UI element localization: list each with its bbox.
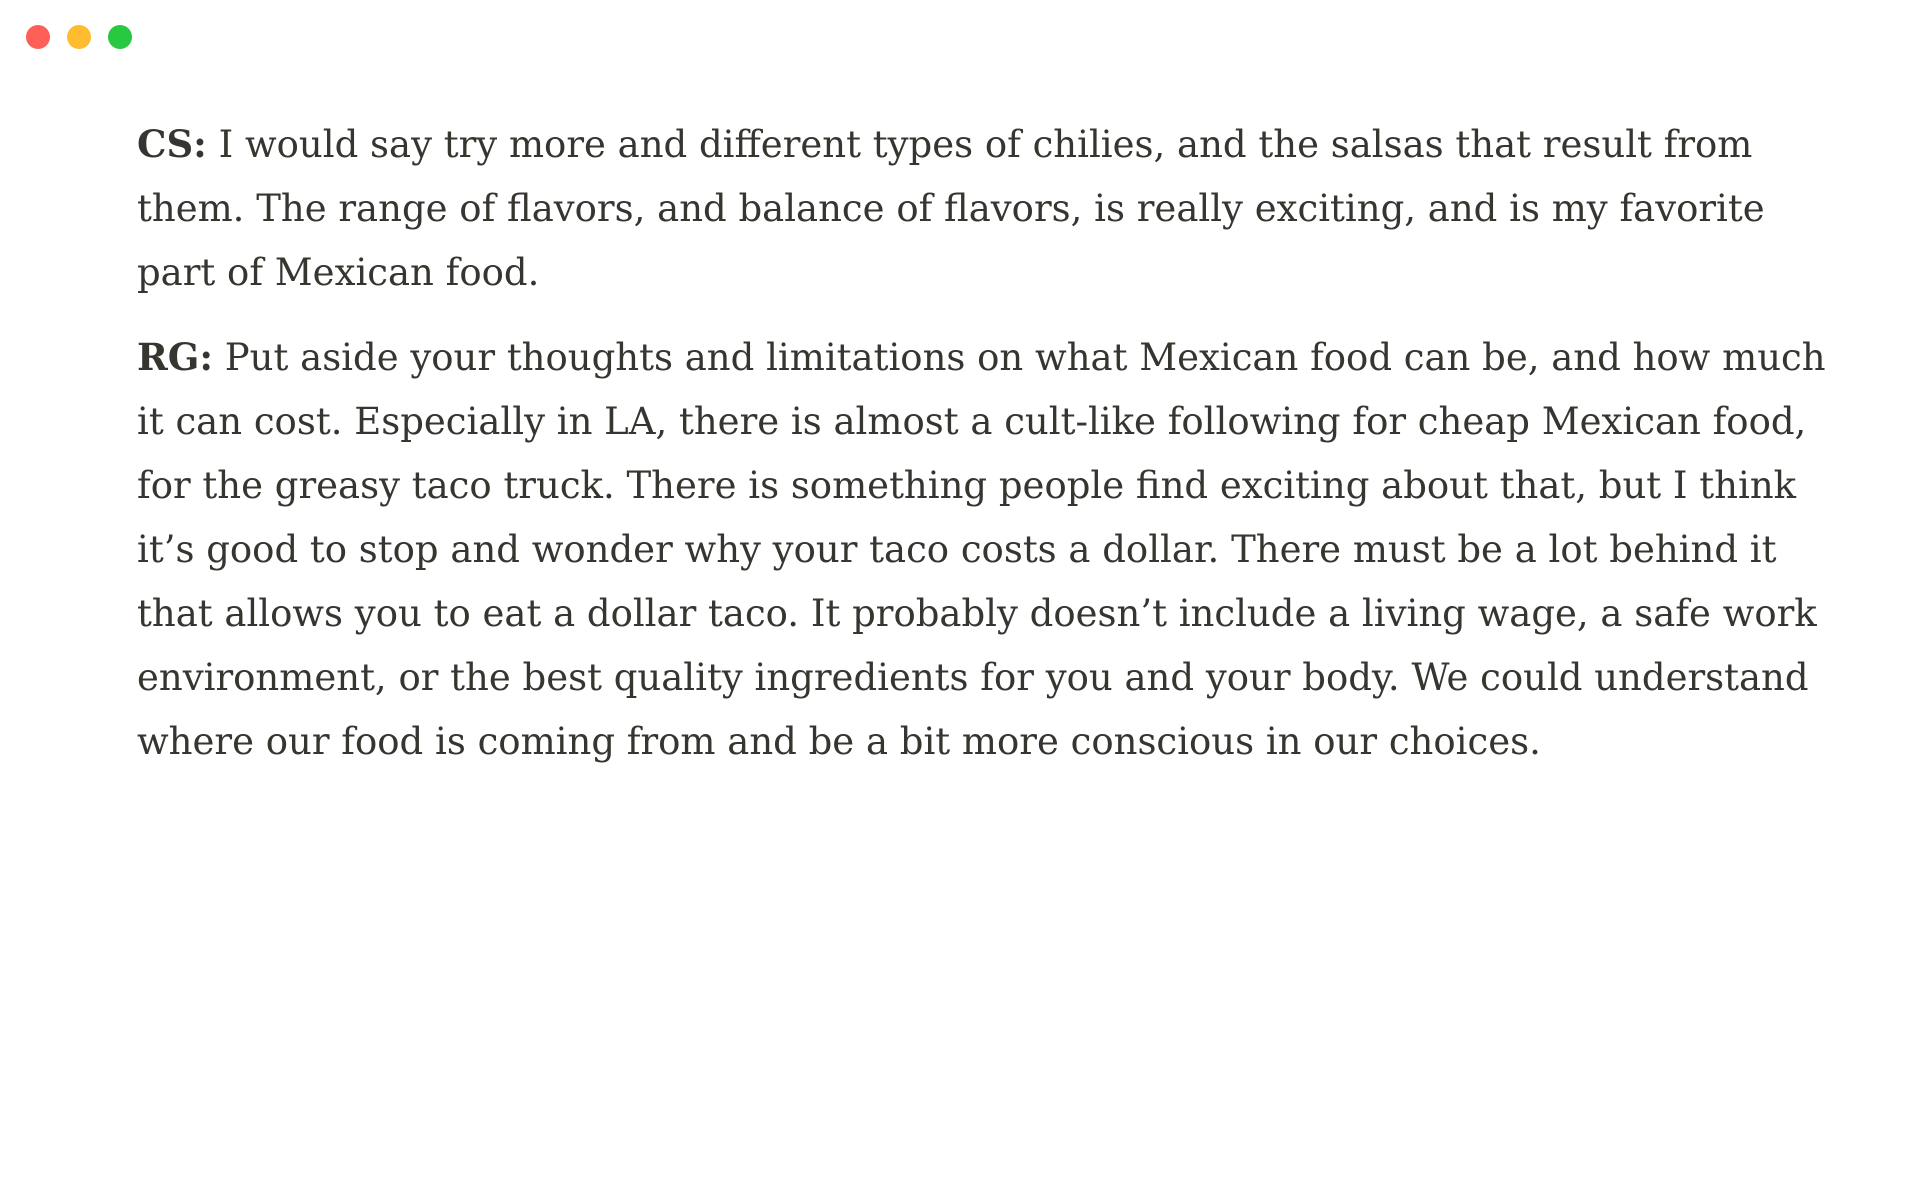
article-body bbox=[137, 112, 1837, 794]
speaker-label: CS: bbox=[137, 122, 207, 166]
zoom-window-button[interactable] bbox=[108, 25, 132, 49]
close-window-button[interactable] bbox=[26, 25, 50, 49]
paragraph-rg bbox=[137, 325, 1837, 774]
paragraph-cs bbox=[137, 112, 1837, 305]
speaker-label: RG: bbox=[137, 335, 214, 379]
window-controls bbox=[26, 25, 132, 49]
minimize-window-button[interactable] bbox=[67, 25, 91, 49]
paragraph-text: Put aside your thoughts and limitations on what Mexican food can be, and how much it can cost. Especially in LA, there is almost a cult-like following for cheap Mexican food, for the greasy taco truck. There is something people find exciting about that, but I think it’s good to stop and wonder why your taco costs a dollar. There must be a lot behind it that allows you to eat a dollar taco. It probably doesn’t include a living wage, a safe work environment, or the best quality ingredients for you and your body. We could understand where our food is coming from and be a bit more conscious in our choices. bbox=[137, 336, 1826, 763]
paragraph-text: I would say try more and different types of chilies, and the salsas that result from them. The range of flavors, and balance of flavors, is really exciting, and is my favorite part of Mexican food. bbox=[137, 123, 1765, 294]
